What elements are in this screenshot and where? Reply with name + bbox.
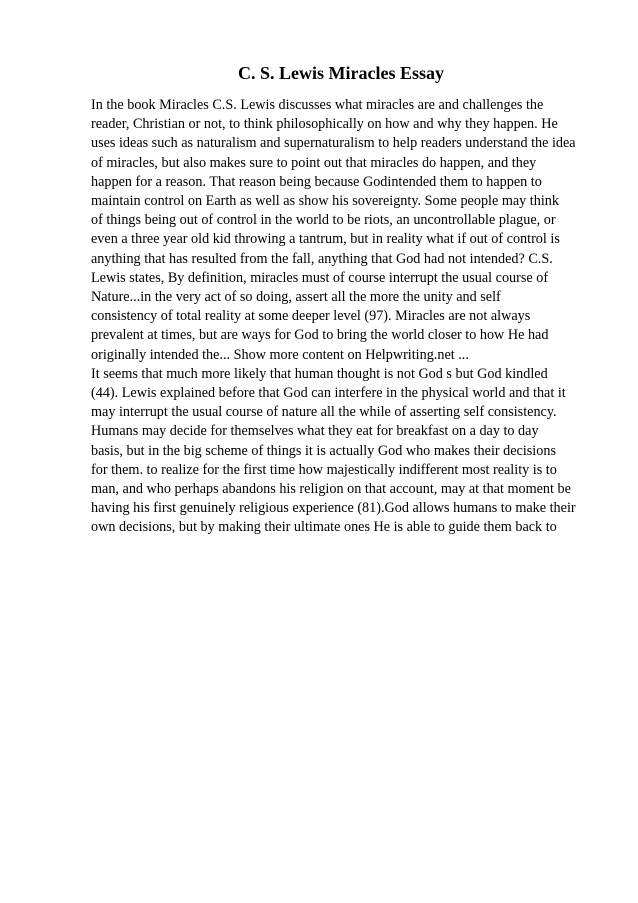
text-line: Nature...in the very act of so doing, assert all the more the unity and self [91,289,501,306]
text-line: basis, but in the big scheme of things it is actually God who makes their decisions [91,442,556,459]
text-line: having his first genuinely religious experience (81).God allows humans to make their [91,500,576,517]
text-line: Humans may decide for themselves what they eat for breakfast on a day to day [91,423,539,440]
text-line: (44). Lewis explained before that God can interfere in the physical world and that it [91,385,566,402]
text-line: of miracles, but also makes sure to point out that miracles do happen, and they [91,154,537,171]
text-line: of things being out of control in the world to be riots, an uncontrollable plague, or [91,212,556,229]
text-line: even a three year old kid throwing a tantrum, but in reality what if out of control is [91,231,560,248]
text-line: It seems that much more likely that human thought is not God s but God kindled [91,365,548,382]
text-line: anything that has resulted from the fall, anything that God had not intended? C.S. [91,250,553,267]
text-line: consistency of total reality at some deeper level (97). Miracles are not always [91,308,531,325]
text-line: Lewis states, By definition, miracles must of course interrupt the usual course of [91,269,549,286]
body-text [91,96,591,538]
text-line: maintain control on Earth as well as show his sovereignty. Some people may think [91,193,559,210]
text-line: uses ideas such as naturalism and supernaturalism to help readers understand the idea [91,135,576,152]
text-line: own decisions, but by making their ultimate ones He is able to guide them back to [91,519,557,536]
text-line: In the book Miracles C.S. Lewis discusses what miracles are and challenges the [91,97,544,113]
text-line: happen for a reason. That reason being because Godintended them to happen to [91,173,542,190]
text-line: originally intended the... Show more content on Helpwriting.net ... [91,346,469,363]
text-line: man, and who perhaps abandons his religion on that account, may at that moment be [91,481,571,498]
text-line: may interrupt the usual course of nature all the while of asserting self consistency. [91,404,557,421]
text-line: for them. to realize for the first time how majestically indifferent most reality is to [91,461,557,478]
text-line: prevalent at times, but are ways for God to bring the world closer to how He had [91,327,549,344]
text-line: reader, Christian or not, to think philosophically on how and why they happen. He [91,116,558,133]
page-title: C. S. Lewis Miracles Essay [238,63,444,83]
